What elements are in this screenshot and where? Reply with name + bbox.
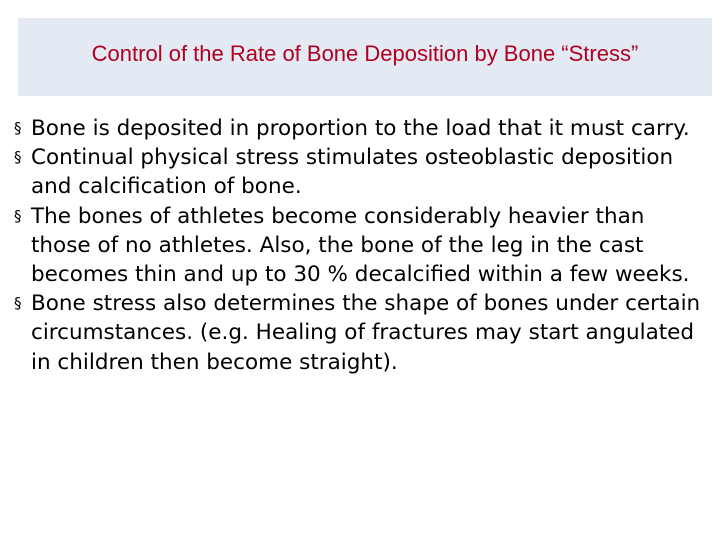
bullet-marker-icon: § bbox=[14, 119, 22, 137]
bullet-item bbox=[12, 114, 702, 143]
bullet-text: Bone stress also determines the shape of bones under certain circumstances. (e.g. Healing of fractures may start angulated in children then become straight). bbox=[31, 291, 701, 375]
bullet-marker-icon: § bbox=[14, 206, 22, 225]
slide-title: Control of the Rate of Bone Deposition by Bone “Stress” bbox=[91, 41, 639, 66]
bullet-item bbox=[12, 202, 702, 290]
bullet-item bbox=[12, 143, 702, 201]
bullet-text: Continual physical stress stimulates osteoblastic deposition and calcification of bone. bbox=[31, 145, 674, 200]
bullet-list bbox=[12, 114, 702, 377]
bullet-text: The bones of athletes become considerably heavier than those of no athletes. Also, the bone of the leg in the cast becomes thin and up to 30 % decalcified within a few weeks. bbox=[31, 203, 690, 288]
bullet-marker-icon: § bbox=[14, 148, 22, 167]
bullet-marker-icon: § bbox=[14, 294, 22, 313]
title-banner bbox=[18, 18, 712, 96]
bullet-text: Bone is deposited in proportion to the load that it must carry. bbox=[31, 116, 690, 141]
bullet-item bbox=[12, 289, 702, 377]
